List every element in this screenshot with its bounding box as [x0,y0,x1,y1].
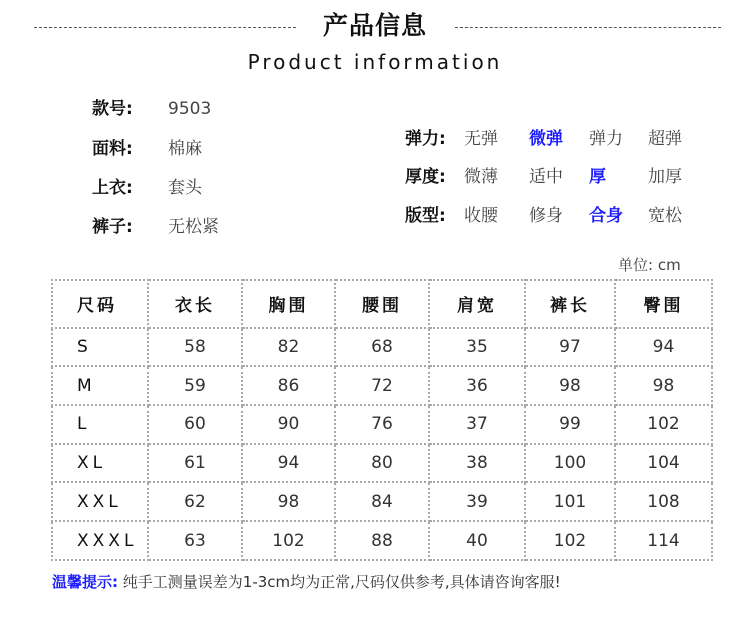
option-label: 厚度: [405,167,446,187]
value-cell: 108 [615,482,712,521]
header-cell: 衣长 [148,280,242,328]
value-cell: 58 [148,328,242,367]
table-row [52,521,712,560]
reminder-label: 温馨提示: [52,573,118,591]
value-cell: 40 [429,521,525,560]
value-cell: 100 [525,444,615,483]
size-cell: XXL [52,482,148,521]
header-cell: 胸围 [242,280,335,328]
value-cell: 38 [429,444,525,483]
value-cell: 68 [335,328,429,367]
value-cell: 82 [242,328,335,367]
value-cell: 97 [525,328,615,367]
option-item: 适中 [529,167,563,187]
value-cell: 99 [525,405,615,444]
size-cell: XL [52,444,148,483]
value-cell: 114 [615,521,712,560]
size-cell: XXXL [52,521,148,560]
table-row [52,328,712,367]
value-cell: 61 [148,444,242,483]
table-row [52,405,712,444]
value-cell: 94 [615,328,712,367]
option-item: 合身 [589,206,623,226]
option-item: 微薄 [464,167,498,187]
value-cell: 63 [148,521,242,560]
table-row [52,444,712,483]
spec-label: 裤子: [92,217,133,237]
option-label: 版型: [405,206,446,226]
value-cell: 76 [335,405,429,444]
unit-label: 单位: cm [618,256,681,274]
value-cell: 102 [242,521,335,560]
option-item: 无弹 [464,129,498,149]
value-cell: 102 [615,405,712,444]
spec-value: 棉麻 [168,139,202,159]
table-row [52,366,712,405]
value-cell: 94 [242,444,335,483]
value-cell: 62 [148,482,242,521]
option-row-elasticity [405,127,725,151]
header-cell: 肩宽 [429,280,525,328]
section-subtitle: Product information [247,50,503,74]
header-cell: 腰围 [335,280,429,328]
size-cell: S [52,328,148,367]
spec-value: 无松紧 [168,217,219,237]
reminder-note [52,571,561,592]
size-cell: L [52,405,148,444]
header-cell: 裤长 [525,280,615,328]
spec-value: 套头 [168,178,202,198]
value-cell: 60 [148,405,242,444]
option-item: 微弹 [529,129,563,149]
header-cell: 尺码 [52,280,148,328]
value-cell: 84 [335,482,429,521]
spec-label: 上衣: [92,178,133,198]
table-row [52,482,712,521]
option-label: 弹力: [405,129,446,149]
value-cell: 102 [525,521,615,560]
value-cell: 37 [429,405,525,444]
option-item: 厚 [589,167,606,187]
reminder-text: 纯手工测量误差为1-3cm均为正常,尺码仅供参考,具体请咨询客服! [122,573,561,591]
value-cell: 86 [242,366,335,405]
header-cell: 臀围 [615,280,712,328]
section-title: 产品信息 [322,11,427,40]
option-item: 宽松 [648,206,682,226]
value-cell: 98 [525,366,615,405]
value-cell: 39 [429,482,525,521]
value-cell: 98 [615,366,712,405]
spec-label: 面料: [92,139,133,159]
value-cell: 80 [335,444,429,483]
value-cell: 35 [429,328,525,367]
value-cell: 36 [429,366,525,405]
value-cell: 90 [242,405,335,444]
option-row-thickness [405,165,725,189]
option-item: 超弹 [648,129,682,149]
size-table-header [52,280,712,328]
size-cell: M [52,366,148,405]
option-item: 加厚 [648,167,682,187]
option-item: 弹力 [589,129,623,149]
value-cell: 101 [525,482,615,521]
spec-label: 款号: [92,99,133,119]
size-table [51,279,713,561]
option-row-fit [405,204,725,228]
option-item: 收腰 [464,206,498,226]
value-cell: 98 [242,482,335,521]
value-cell: 88 [335,521,429,560]
option-item: 修身 [529,206,563,226]
value-cell: 59 [148,366,242,405]
value-cell: 72 [335,366,429,405]
spec-value: 9503 [168,99,212,119]
value-cell: 104 [615,444,712,483]
